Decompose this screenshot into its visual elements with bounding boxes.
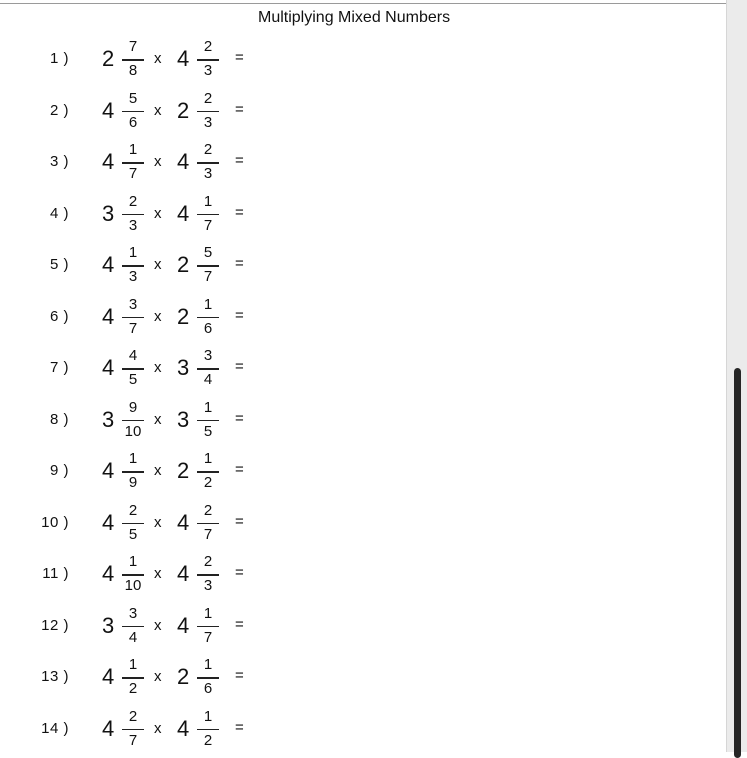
equals-sign: =	[235, 615, 244, 633]
equals-sign: =	[235, 49, 244, 66]
problem-number: 8 )	[49, 410, 69, 428]
problem-number: 14 )	[41, 719, 69, 737]
numerator: 2	[203, 89, 213, 107]
fraction	[193, 705, 223, 755]
numerator: 7	[128, 38, 138, 55]
numerator: 1	[203, 604, 213, 622]
denominator: 3	[203, 165, 213, 182]
fraction-bar	[197, 162, 219, 164]
whole-part: 2	[177, 252, 190, 277]
equals-sign: =	[235, 203, 244, 221]
fraction-bar	[197, 523, 219, 525]
whole-part: 3	[102, 406, 115, 432]
denominator: 3	[203, 113, 213, 131]
problem-number: 1 )	[49, 50, 69, 67]
fraction-bar	[197, 59, 219, 61]
problem-number: 2 )	[49, 101, 69, 119]
fraction-bar	[197, 471, 219, 473]
numerator: 1	[128, 244, 138, 261]
denominator: 7	[203, 525, 213, 543]
whole-part: 4	[177, 46, 190, 71]
whole-part: 4	[102, 97, 115, 123]
denominator: 7	[128, 319, 138, 337]
fraction-bar	[122, 317, 144, 319]
fraction	[193, 35, 223, 85]
whole-part: 4	[177, 509, 190, 535]
equals-sign: =	[235, 306, 244, 324]
problem-row	[0, 241, 300, 291]
whole-part: 4	[177, 149, 190, 174]
fraction	[118, 241, 148, 291]
numerator: 5	[128, 89, 138, 107]
denominator: 2	[203, 474, 213, 491]
whole-part: 4	[102, 509, 115, 535]
fraction	[193, 499, 223, 549]
numerator: 2	[203, 553, 213, 570]
numerator: 9	[128, 398, 138, 416]
equals-sign: =	[235, 152, 244, 169]
fraction-bar	[197, 265, 219, 267]
numerator: 1	[128, 141, 138, 158]
whole-part: 3	[177, 406, 190, 432]
denominator: 5	[203, 422, 213, 440]
fraction	[118, 653, 148, 703]
whole-part: 4	[177, 715, 190, 741]
multiply-sign: x	[154, 204, 162, 222]
numerator: 2	[203, 38, 213, 55]
problem-number: 10 )	[41, 513, 69, 531]
scrollbar-thumb[interactable]	[734, 368, 741, 758]
top-divider	[0, 3, 727, 4]
multiply-sign: x	[154, 153, 162, 170]
fraction	[193, 138, 223, 188]
numerator: 1	[203, 450, 213, 467]
numerator: 2	[128, 707, 138, 725]
multiply-sign: x	[154, 256, 162, 273]
fraction	[193, 293, 223, 343]
fraction-bar	[197, 626, 219, 628]
denominator: 6	[203, 680, 213, 697]
denominator: 4	[128, 628, 138, 646]
fraction-bar	[122, 523, 144, 525]
denominator: 4	[203, 371, 213, 388]
fraction-bar	[122, 574, 144, 576]
multiply-sign: x	[154, 410, 162, 428]
numerator: 3	[128, 295, 138, 313]
fraction-bar	[122, 677, 144, 679]
denominator: 6	[203, 319, 213, 337]
multiply-sign: x	[154, 719, 162, 737]
fraction-bar	[122, 59, 144, 61]
fraction-bar	[197, 677, 219, 679]
numerator: 1	[128, 553, 138, 570]
multiply-sign: x	[154, 513, 162, 531]
equals-sign: =	[235, 255, 244, 272]
fraction-bar	[122, 420, 144, 422]
fraction	[118, 138, 148, 188]
denominator: 3	[203, 577, 213, 594]
fraction-bar	[122, 471, 144, 473]
problem-row	[0, 190, 300, 240]
whole-part: 2	[177, 664, 190, 689]
numerator: 1	[128, 450, 138, 467]
problem-number: 6 )	[49, 307, 69, 325]
multiply-sign: x	[154, 462, 162, 479]
problem-row	[0, 35, 300, 85]
fraction	[118, 87, 148, 137]
problem-number: 11 )	[42, 565, 69, 582]
fraction	[118, 447, 148, 497]
equals-sign: =	[235, 667, 244, 684]
problem-row	[0, 705, 300, 755]
equals-sign: =	[235, 358, 244, 375]
denominator: 7	[203, 628, 213, 646]
numerator: 3	[203, 347, 213, 364]
fraction	[193, 396, 223, 446]
denominator: 5	[128, 371, 138, 388]
multiply-sign: x	[154, 101, 162, 119]
whole-part: 4	[177, 200, 190, 226]
denominator: 3	[128, 216, 138, 234]
denominator: 3	[128, 268, 138, 285]
problem-row	[0, 447, 300, 497]
fraction	[118, 705, 148, 755]
whole-part: 4	[177, 612, 190, 638]
numerator: 3	[128, 604, 138, 622]
problem-row	[0, 344, 300, 394]
numerator: 1	[203, 656, 213, 673]
problem-number: 3 )	[49, 153, 69, 170]
fraction-bar	[197, 368, 219, 370]
fraction	[118, 35, 148, 85]
fraction	[193, 344, 223, 394]
denominator: 3	[203, 62, 213, 79]
problem-number: 5 )	[49, 256, 69, 273]
multiply-sign: x	[154, 50, 162, 67]
numerator: 1	[203, 398, 213, 416]
whole-part: 4	[102, 303, 115, 329]
equals-sign: =	[235, 564, 244, 581]
whole-part: 4	[102, 252, 115, 277]
problem-number: 12 )	[41, 616, 69, 634]
numerator: 2	[128, 192, 138, 210]
fraction-bar	[122, 729, 144, 731]
whole-part: 4	[102, 149, 115, 174]
problem-row	[0, 499, 300, 549]
fraction	[118, 190, 148, 240]
numerator: 1	[203, 707, 213, 725]
fraction	[193, 550, 223, 600]
multiply-sign: x	[154, 359, 162, 376]
equals-sign: =	[235, 100, 244, 118]
equals-sign: =	[235, 461, 244, 478]
whole-part: 4	[102, 561, 115, 586]
denominator: 7	[128, 165, 138, 182]
fraction	[193, 653, 223, 703]
denominator: 6	[128, 113, 138, 131]
problem-row	[0, 602, 300, 652]
multiply-sign: x	[154, 616, 162, 634]
problem-number: 7 )	[49, 359, 69, 376]
denominator: 2	[203, 731, 213, 749]
whole-part: 4	[102, 664, 115, 689]
fraction	[193, 190, 223, 240]
denominator: 7	[203, 268, 213, 285]
fraction-bar	[197, 729, 219, 731]
multiply-sign: x	[154, 668, 162, 685]
denominator: 5	[128, 525, 138, 543]
whole-part: 4	[177, 561, 190, 586]
fraction	[118, 602, 148, 652]
fraction-bar	[197, 111, 219, 113]
whole-part: 3	[102, 612, 115, 638]
problem-number: 13 )	[41, 668, 69, 685]
whole-part: 2	[177, 458, 190, 483]
problem-row	[0, 550, 300, 600]
fraction-bar	[122, 214, 144, 216]
numerator: 5	[203, 244, 213, 261]
denominator: 10	[124, 577, 142, 594]
denominator: 10	[124, 422, 142, 440]
fraction-bar	[122, 368, 144, 370]
fraction	[118, 396, 148, 446]
fraction-bar	[197, 574, 219, 576]
multiply-sign: x	[154, 307, 162, 325]
numerator: 1	[203, 192, 213, 210]
problem-row	[0, 87, 300, 137]
denominator: 7	[203, 216, 213, 234]
denominator: 7	[128, 731, 138, 749]
whole-part: 4	[102, 458, 115, 483]
fraction	[118, 293, 148, 343]
worksheet-title: Multiplying Mixed Numbers	[258, 9, 451, 26]
fraction-bar	[122, 265, 144, 267]
problem-row	[0, 293, 300, 343]
numerator: 2	[203, 501, 213, 519]
fraction-bar	[122, 626, 144, 628]
denominator: 9	[128, 474, 138, 491]
numerator: 1	[128, 656, 138, 673]
denominator: 8	[128, 62, 138, 79]
problem-row	[0, 653, 300, 703]
multiply-sign: x	[154, 565, 162, 582]
whole-part: 3	[177, 355, 190, 380]
whole-part: 2	[177, 303, 190, 329]
fraction	[193, 447, 223, 497]
problem-number: 4 )	[49, 204, 69, 222]
problem-row	[0, 396, 300, 446]
numerator: 2	[203, 141, 213, 158]
numerator: 4	[128, 347, 138, 364]
whole-part: 3	[102, 200, 115, 226]
fraction	[193, 241, 223, 291]
equals-sign: =	[235, 512, 244, 530]
fraction	[193, 602, 223, 652]
fraction-bar	[197, 214, 219, 216]
whole-part: 2	[177, 97, 190, 123]
fraction	[118, 550, 148, 600]
fraction-bar	[122, 111, 144, 113]
problem-row	[0, 138, 300, 188]
fraction	[118, 344, 148, 394]
equals-sign: =	[235, 718, 244, 736]
fraction	[193, 87, 223, 137]
numerator: 1	[203, 295, 213, 313]
whole-part: 4	[102, 355, 115, 380]
numerator: 2	[128, 501, 138, 519]
equals-sign: =	[235, 409, 244, 427]
fraction-bar	[197, 317, 219, 319]
denominator: 2	[128, 680, 138, 697]
whole-part: 4	[102, 715, 115, 741]
whole-part: 2	[102, 46, 115, 71]
fraction-bar	[197, 420, 219, 422]
fraction	[118, 499, 148, 549]
problem-number: 9 )	[49, 462, 69, 479]
fraction-bar	[122, 162, 144, 164]
